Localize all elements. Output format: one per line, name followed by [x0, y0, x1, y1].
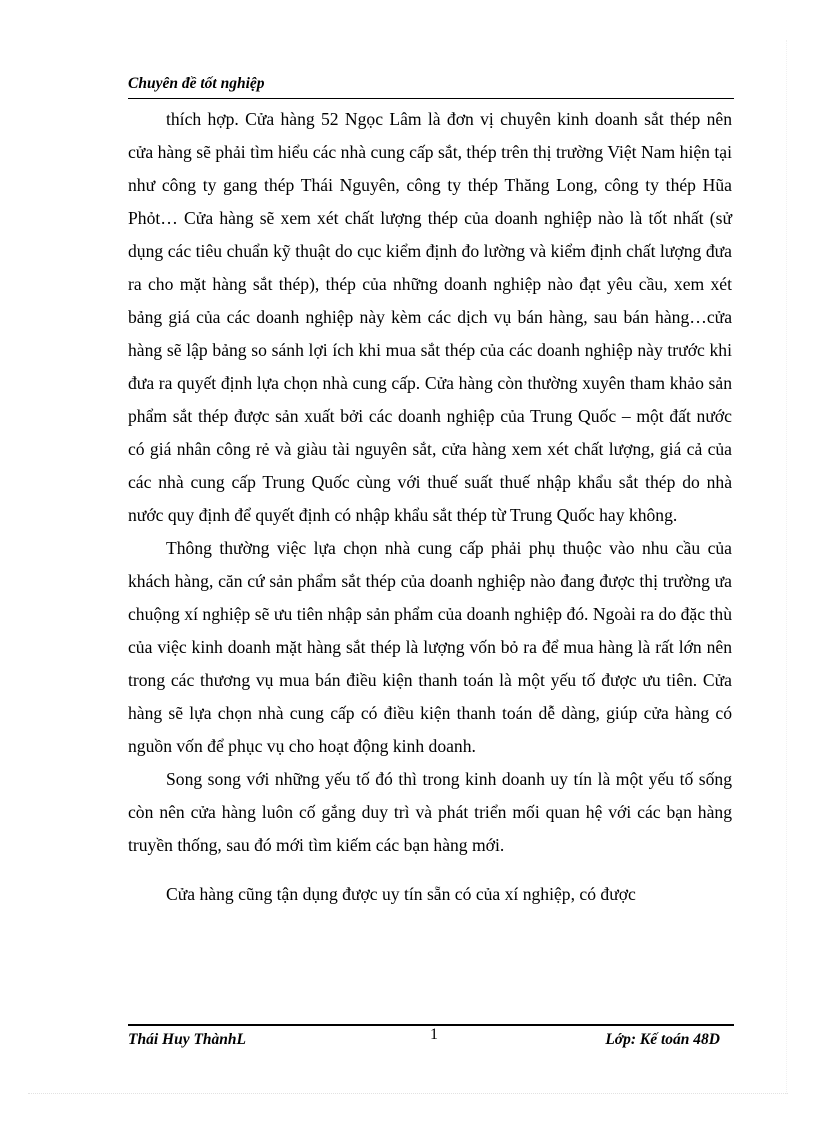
paragraph-1: thích hợp. Cửa hàng 52 Ngọc Lâm là đơn vị chuyên kinh doanh sắt thép nên cửa hàng sẽ phải tìm hiểu các nhà cung cấp sắt, thép trên thị trường Việt Nam hiện tại như công ty gang thép Thái Nguyên, công ty thép Thăng Long, công ty thép Hũa Phỏt… Cửa hàng sẽ xem xét chất lượng thép của doanh nghiệp nào là tốt nhất (sử dụng các tiêu chuẩn kỹ thuật do cục kiểm định đo lường và kiểm định chất lượng đưa ra cho mặt hàng sắt thép), thép của những doanh nghiệp nào đạt yêu cầu, xem xét bảng giá của các doanh nghiệp này kèm các dịch vụ bán hàng, sau bán hàng…cửa hàng sẽ lập bảng so sánh lợi ích khi mua sắt thép của các doanh nghiệp này trước khi đưa ra quyết định lựa chọn nhà cung cấp. Cửa hàng còn thường xuyên tham khảo sản phẩm sắt thép được sản xuất bởi các doanh nghiệp của Trung Quốc – một đất nước có giá nhân công rẻ và giàu tài nguyên sắt, cửa hàng xem xét chất lượng, giá cả của các nhà cung cấp Trung Quốc cùng với thuế suất thuế nhập khẩu sắt thép do nhà nước quy định để quyết định có nhập khẩu sắt thép từ Trung Quốc hay không.	[128, 109, 732, 525]
footer-class-label: Lớp: Kế toán 48D	[605, 1031, 720, 1048]
page-header	[128, 74, 734, 99]
paragraph-2: Thông thường việc lựa chọn nhà cung cấp phải phụ thuộc vào nhu cầu của khách hàng, căn cứ sản phẩm sắt thép của doanh nghiệp nào đang được thị trường ưa chuộng xí nghiệp sẽ ưu tiên nhập sản phẩm của doanh nghiệp đó. Ngoài ra do đặc thù của việc kinh doanh mặt hàng sắt thép là lượng vốn bỏ ra để mua hàng là rất lớn nên trong các thương vụ mua bán điều kiện thanh toán là một yếu tố được ưu tiên. Cửa hàng sẽ lựa chọn nhà cung cấp có điều kiện thanh toán dễ dàng, giúp cửa hàng có nguồn vốn để phục vụ cho hoạt động kinh doanh.	[128, 538, 732, 756]
body-text	[128, 103, 732, 911]
page-edge-guide	[28, 1093, 788, 1094]
paragraph-4: Cửa hàng cũng tận dụng được uy tín sẵn có của xí nghiệp, có được	[166, 884, 636, 904]
page-number: 1	[430, 1026, 438, 1043]
paragraph-3: Song song với những yếu tố đó thì trong kinh doanh uy tín là một yếu tố sống còn nên cửa hàng luôn cố gắng duy trì và phát triển mối quan hệ với các bạn hàng truyền thống, sau đó mới tìm kiếm các bạn hàng mới.	[128, 769, 732, 855]
header-title: Chuyên đề tốt nghiệp	[128, 75, 265, 92]
page-edge-guide-vertical	[786, 40, 787, 1094]
footer-author: Thái Huy ThànhL	[128, 1031, 246, 1048]
